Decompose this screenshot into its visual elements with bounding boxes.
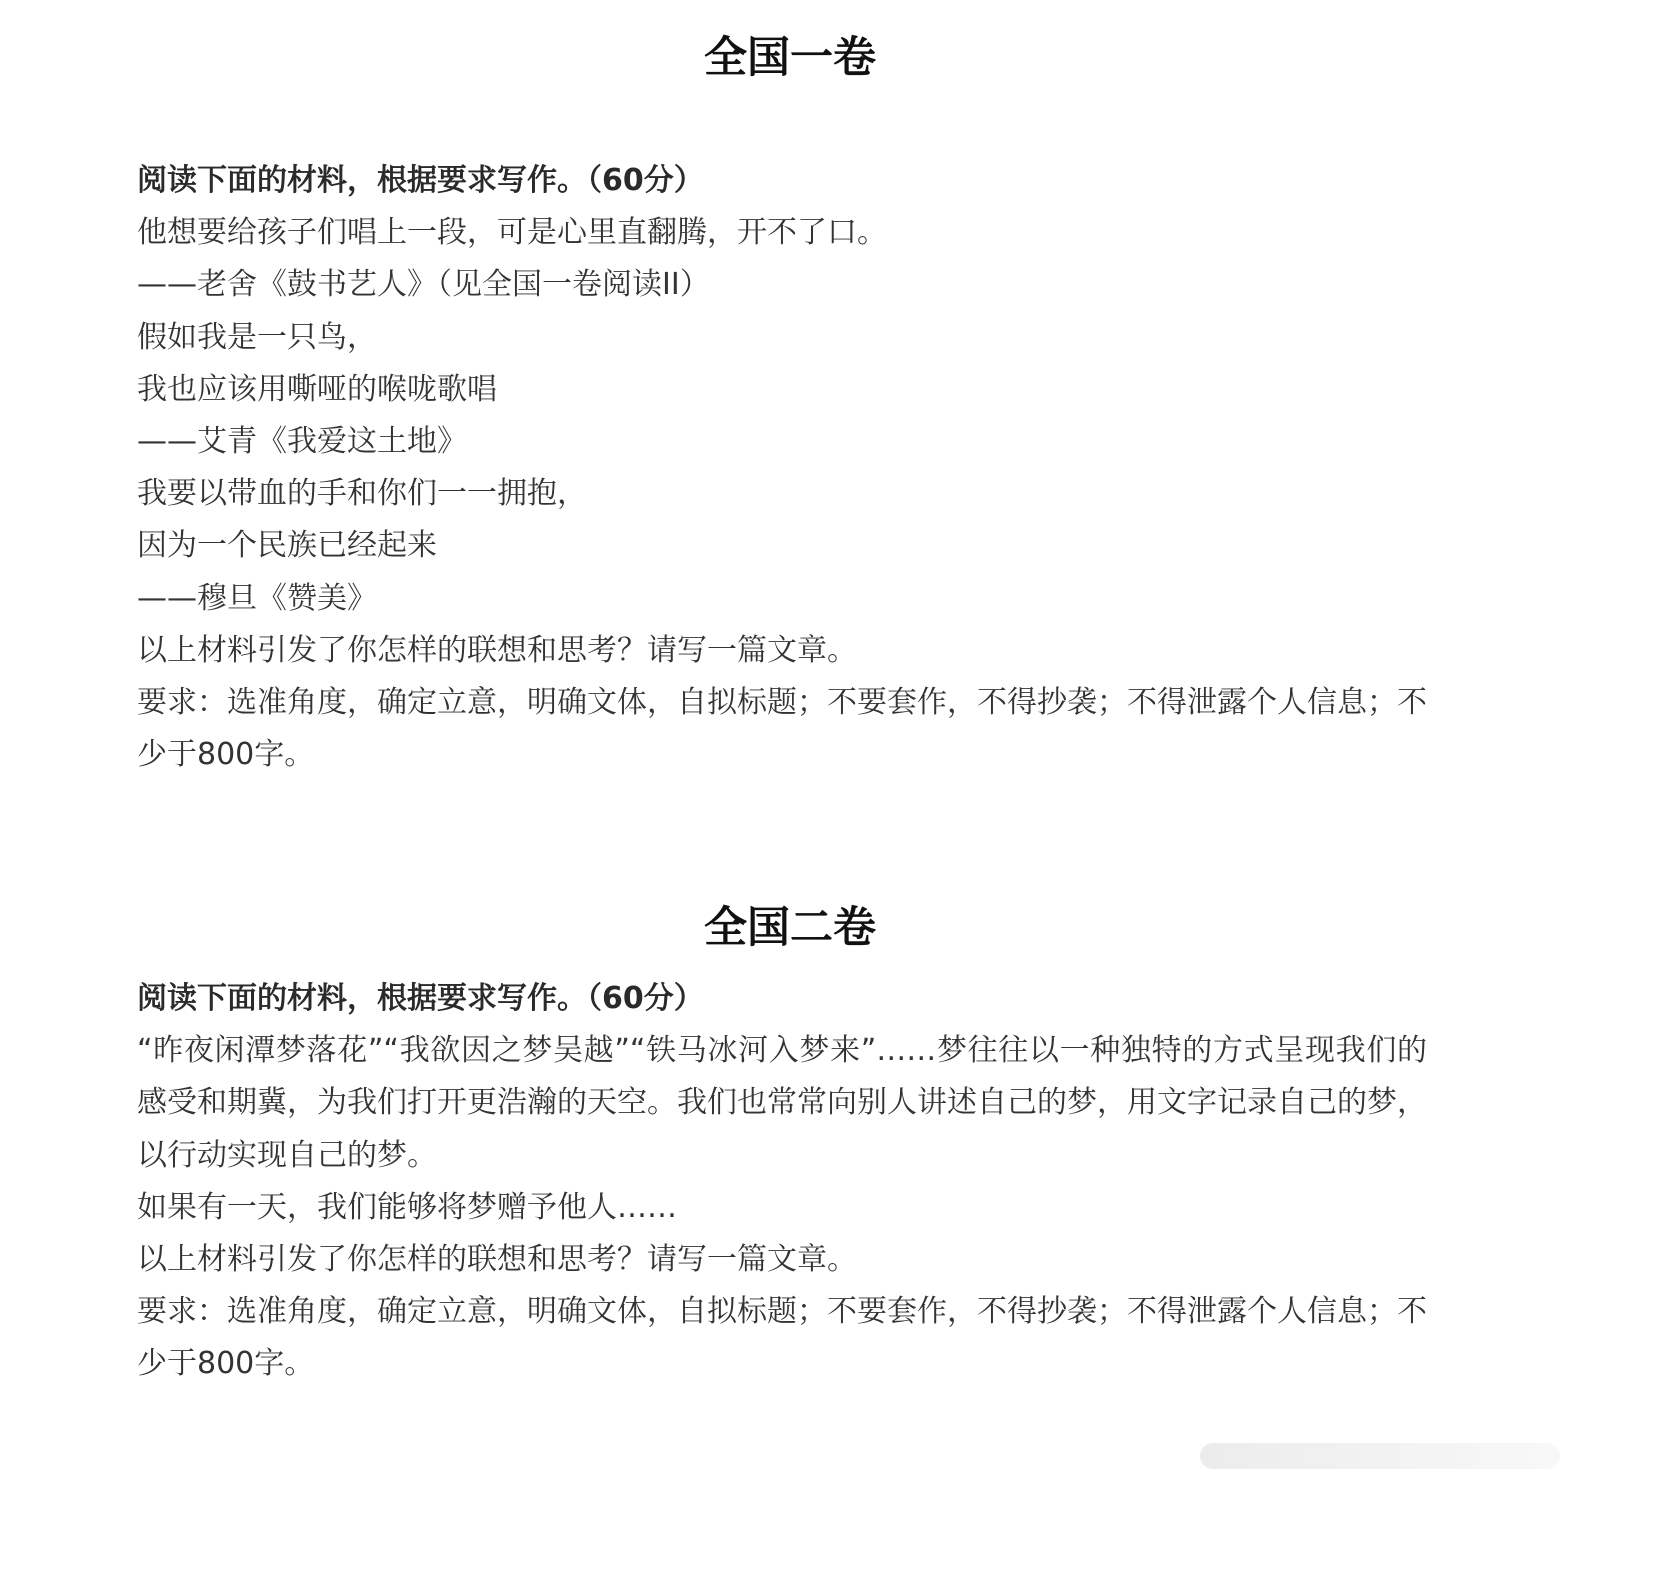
section2-requirement: 要求：选准角度，确定立意，明确文体，自拟标题；不要套作，不得抄袭；不得泄露个人信息；不少于800字。 (137, 1294, 1427, 1382)
section1-line: ——艾青《我爱这土地》 (137, 424, 467, 460)
section1-instruction: 阅读下面的材料，根据要求写作。（60分） (137, 163, 704, 198)
section2-body (137, 973, 1427, 1391)
section1-line: 以上材料引发了你怎样的联想和思考？请写一篇文章。 (137, 632, 857, 668)
section1-line: 我要以带血的手和你们一一拥抱， (137, 476, 587, 512)
section2-line: 以上材料引发了你怎样的联想和思考？请写一篇文章。 (137, 1242, 857, 1278)
section1-line: 因为一个民族已经起来 (137, 528, 437, 564)
section1-title: 全国一卷 (704, 33, 876, 83)
section1-line: 我也应该用嘶哑的喉咙歌唱 (137, 371, 497, 407)
section2-line: 如果有一天，我们能够将梦赠予他人…… (137, 1189, 677, 1225)
section1-line: ——穆旦《赞美》 (137, 580, 377, 616)
section1-line: 他想要给孩子们唱上一段，可是心里直翻腾，开不了口。 (137, 215, 887, 251)
watermark-graphic (1200, 1432, 1560, 1480)
section1-requirement: 要求：选准角度，确定立意，明确文体，自拟标题；不要套作，不得抄袭；不得泄露个人信息；不少于800字。 (137, 685, 1427, 773)
section1-line: 假如我是一只鸟， (137, 319, 377, 355)
section2-instruction: 阅读下面的材料，根据要求写作。（60分） (137, 981, 704, 1016)
section1-body (137, 155, 1427, 781)
section1-line: ——老舍《鼓书艺人》（见全国一卷阅读II） (137, 267, 710, 303)
watermark-bar (1200, 1443, 1560, 1469)
section2-title: 全国二卷 (704, 903, 876, 953)
section2-paragraph: “昨夜闲潭梦落花”“我欲因之梦吴越”“铁马冰河入梦来”……梦往往以一种独特的方式呈现我们的感受和期冀，为我们打开更浩瀚的天空。我们也常常向别人讲述自己的梦，用文字记录自己的梦，以行动实现自己的梦。 (137, 1033, 1427, 1173)
